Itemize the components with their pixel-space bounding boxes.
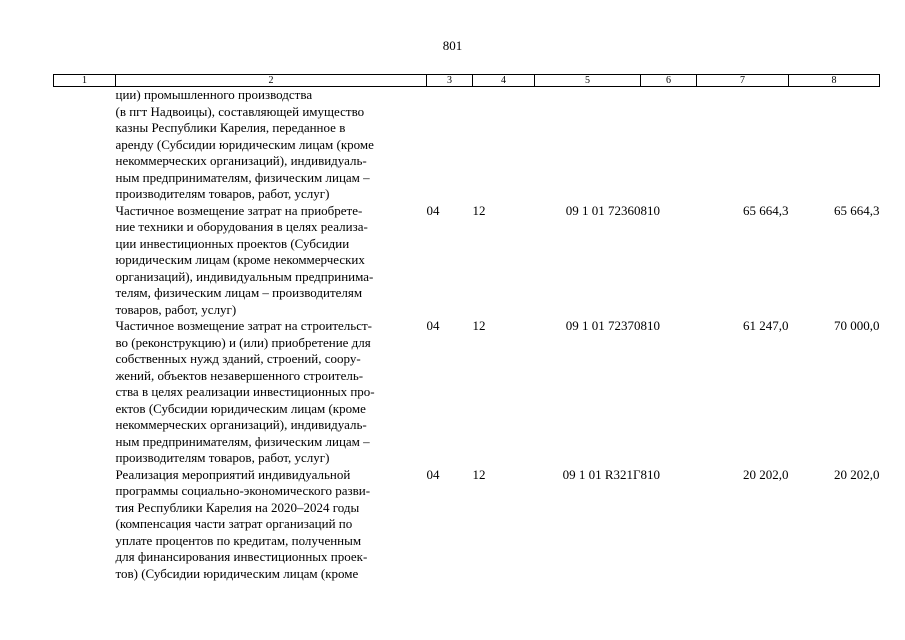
column-header-4: 4 bbox=[473, 75, 535, 87]
target-article-cell: 09 1 01 72360 bbox=[565, 202, 641, 218]
section-cell: 04 bbox=[426, 202, 440, 218]
section-cell bbox=[427, 87, 473, 203]
amount-cell-7: 65 664,3 bbox=[743, 202, 789, 218]
target-article-cell: 09 1 01 72370 bbox=[565, 318, 641, 333]
expense-type-cell: 810 bbox=[640, 466, 660, 482]
column-header-6: 6 bbox=[641, 75, 697, 87]
description-cell: Реализация мероприятий индивидуальной программы социально-экономического разви- тия Республики Карелия на 2020–2024 годы (компенсация части затрат организаций по уплате процентов по кредитам, полученным для финансирования инвестиционных проек- тов) (Субсидии юридическим лицам (кроме bbox=[115, 466, 371, 581]
section-cell: 04 bbox=[426, 466, 440, 482]
subsection-cell: 12 bbox=[472, 318, 486, 333]
amount-cell-8: 20 202,0 bbox=[834, 466, 880, 482]
column-header-3: 3 bbox=[427, 75, 473, 87]
expense-type-cell: 810 bbox=[640, 202, 660, 218]
subsection-cell: 12 bbox=[472, 466, 486, 482]
column-header-1: 1 bbox=[54, 75, 116, 87]
table-row bbox=[54, 87, 880, 203]
row-number-cell bbox=[54, 87, 116, 203]
table-row bbox=[54, 467, 880, 583]
column-number-row bbox=[54, 75, 880, 87]
amount-cell-8: 70 000,0 bbox=[834, 318, 880, 333]
amount-cell-7: 20 202,0 bbox=[743, 466, 789, 482]
expense-type-cell: 810 bbox=[640, 318, 660, 333]
description-cell: Частичное возмещение затрат на приобрете- ние техники и оборудования в целях реализа- ции инвестиционных проектов (Субсидии юридическим лицам (кроме некоммерческих организаций), индивидуальным предпринима- телям, физическим лицам – производителям товаров, работ, услуг) bbox=[115, 202, 374, 317]
amount-cell-7: 61 247,0 bbox=[743, 318, 789, 333]
page-number: 801 bbox=[442, 38, 463, 53]
row-number-cell bbox=[54, 467, 116, 583]
description-cell: ции) промышленного производства (в пгт Надвоицы), составляющей имущество казны Республики Карелия, переданное в аренду (Субсидии юридическим лицам (кроме некоммерческих организаций), индивидуаль- ным предпринимателям, физическим лицам – производителям товаров, работ, услуг) bbox=[115, 87, 374, 201]
column-header-7: 7 bbox=[697, 75, 789, 87]
section-cell: 04 bbox=[426, 318, 440, 333]
amount-cell-8 bbox=[789, 87, 880, 203]
target-article-cell: 09 1 01 R321Г bbox=[562, 466, 641, 482]
description-cell: Частичное возмещение затрат на строительст- во (реконструкцию) и (или) приобретение для собственных нужд зданий, строений, соору- жений, объектов незавершенного строитель- ства в целях реализации инвестиционных про- ектов (Субсидии юридическим лицам (кроме некоммерческих организаций), индивидуаль- ным предпринимателям, физическим лицам – производителям товаров, работ, услуг) bbox=[115, 318, 375, 465]
row-number-cell bbox=[54, 203, 116, 319]
subsection-cell bbox=[473, 87, 535, 203]
subsection-cell: 12 bbox=[472, 202, 486, 218]
amount-cell-7 bbox=[697, 87, 789, 203]
target-article-cell bbox=[535, 87, 641, 203]
column-header-5: 5 bbox=[535, 75, 641, 87]
table-row bbox=[54, 203, 880, 319]
amount-cell-8: 65 664,3 bbox=[834, 202, 880, 218]
budget-table bbox=[53, 74, 880, 582]
column-header-2: 2 bbox=[116, 75, 427, 87]
row-number-cell bbox=[54, 318, 116, 467]
column-header-8: 8 bbox=[789, 75, 880, 87]
table-row bbox=[54, 318, 880, 467]
expense-type-cell bbox=[641, 87, 697, 203]
